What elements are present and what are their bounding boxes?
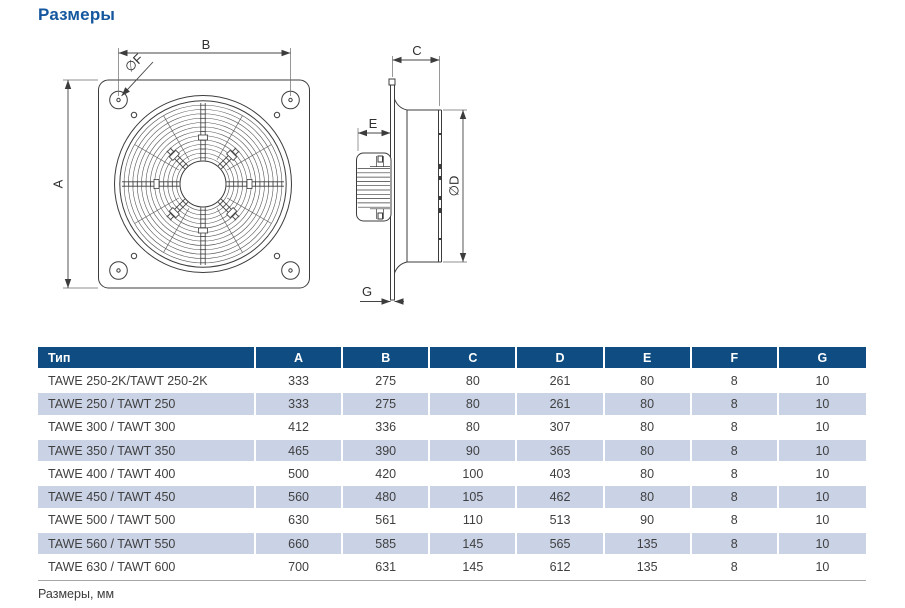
value-cell: 8 [692, 556, 779, 579]
value-cell: 145 [430, 533, 517, 556]
dimension-D [443, 110, 467, 262]
value-cell: 80 [430, 370, 517, 393]
value-cell: 8 [692, 370, 779, 393]
value-cell: 135 [605, 533, 692, 556]
table-row [38, 370, 866, 393]
value-cell: 660 [256, 533, 343, 556]
value-cell: 80 [430, 417, 517, 440]
value-cell: 307 [517, 417, 604, 440]
value-cell: 80 [605, 393, 692, 416]
dimension-C [393, 43, 440, 106]
value-cell: 612 [517, 556, 604, 579]
value-cell: 261 [517, 370, 604, 393]
table-row [38, 463, 866, 486]
value-cell: 80 [605, 486, 692, 509]
type-cell: TAWE 300 / TAWT 300 [38, 417, 256, 440]
footer-note: Размеры, мм [38, 587, 115, 601]
dim-label-c: C [412, 43, 422, 58]
value-cell: 8 [692, 533, 779, 556]
value-cell: 10 [779, 417, 866, 440]
value-cell: 10 [779, 440, 866, 463]
value-cell: 80 [605, 417, 692, 440]
table-row [38, 533, 866, 556]
value-cell: 561 [343, 510, 430, 533]
type-cell: TAWE 400 / TAWT 400 [38, 463, 256, 486]
value-cell: 365 [517, 440, 604, 463]
value-cell: 500 [256, 463, 343, 486]
value-cell: 513 [517, 510, 604, 533]
value-cell: 462 [517, 486, 604, 509]
value-cell: 8 [692, 440, 779, 463]
dim-label-g: G [361, 284, 373, 299]
value-cell: 80 [605, 463, 692, 486]
value-cell: 105 [430, 486, 517, 509]
motor [357, 153, 392, 221]
value-cell: 390 [343, 440, 430, 463]
table-row [38, 393, 866, 416]
dimension-G [360, 284, 404, 302]
dim-label-d: ∅D [446, 175, 462, 197]
value-cell: 10 [779, 370, 866, 393]
type-cell: TAWE 350 / TAWT 350 [38, 440, 256, 463]
value-cell: 8 [692, 486, 779, 509]
type-cell: TAWE 630 / TAWT 600 [38, 556, 256, 579]
value-cell: 565 [517, 533, 604, 556]
value-cell: 8 [692, 510, 779, 533]
dim-label-a: A [50, 179, 66, 189]
front-view [50, 37, 309, 288]
value-cell: 631 [343, 556, 430, 579]
value-cell: 135 [605, 556, 692, 579]
value-cell: 10 [779, 393, 866, 416]
value-cell: 10 [779, 556, 866, 579]
table-row [38, 510, 866, 533]
column-header-e: E [605, 347, 692, 370]
column-header-f: F [692, 347, 779, 370]
value-cell: 80 [605, 370, 692, 393]
value-cell: 336 [343, 417, 430, 440]
value-cell: 420 [343, 463, 430, 486]
column-header-g: G [779, 347, 866, 370]
dim-label-f: ∅F [121, 50, 147, 75]
type-cell: TAWE 450 / TAWT 450 [38, 486, 256, 509]
value-cell: 412 [256, 417, 343, 440]
dimension-E [358, 116, 391, 151]
value-cell: 465 [256, 440, 343, 463]
value-cell: 585 [343, 533, 430, 556]
value-cell: 275 [343, 370, 430, 393]
dimensions-table [38, 347, 866, 581]
table-row [38, 486, 866, 509]
value-cell: 480 [343, 486, 430, 509]
type-cell: TAWE 250 / TAWT 250 [38, 393, 256, 416]
column-header-a: A [256, 347, 343, 370]
value-cell: 560 [256, 486, 343, 509]
value-cell: 10 [779, 463, 866, 486]
value-cell: 90 [605, 510, 692, 533]
column-header-type: Тип [38, 347, 256, 370]
value-cell: 145 [430, 556, 517, 579]
column-header-b: B [343, 347, 430, 370]
value-cell: 80 [430, 393, 517, 416]
table-row [38, 556, 866, 579]
type-cell: TAWE 250-2K/TAWT 250-2K [38, 370, 256, 393]
value-cell: 80 [605, 440, 692, 463]
type-cell: TAWE 500 / TAWT 500 [38, 510, 256, 533]
side-view [357, 43, 468, 302]
column-header-d: D [517, 347, 604, 370]
dim-label-e: E [368, 116, 378, 131]
table-row [38, 417, 866, 440]
dim-label-b: B [201, 37, 211, 52]
value-cell: 10 [779, 486, 866, 509]
value-cell: 8 [692, 393, 779, 416]
value-cell: 10 [779, 533, 866, 556]
page-title: Размеры [38, 5, 116, 24]
table-row [38, 440, 866, 463]
value-cell: 8 [692, 417, 779, 440]
dimension-A [50, 80, 98, 288]
type-cell: TAWE 560 / TAWT 550 [38, 533, 256, 556]
value-cell: 100 [430, 463, 517, 486]
value-cell: 403 [517, 463, 604, 486]
value-cell: 261 [517, 393, 604, 416]
value-cell: 333 [256, 370, 343, 393]
value-cell: 275 [343, 393, 430, 416]
value-cell: 333 [256, 393, 343, 416]
value-cell: 90 [430, 440, 517, 463]
column-header-c: C [430, 347, 517, 370]
value-cell: 110 [430, 510, 517, 533]
value-cell: 8 [692, 463, 779, 486]
table-header [38, 347, 866, 370]
value-cell: 10 [779, 510, 866, 533]
value-cell: 630 [256, 510, 343, 533]
value-cell: 700 [256, 556, 343, 579]
duct-cowl [395, 99, 442, 273]
